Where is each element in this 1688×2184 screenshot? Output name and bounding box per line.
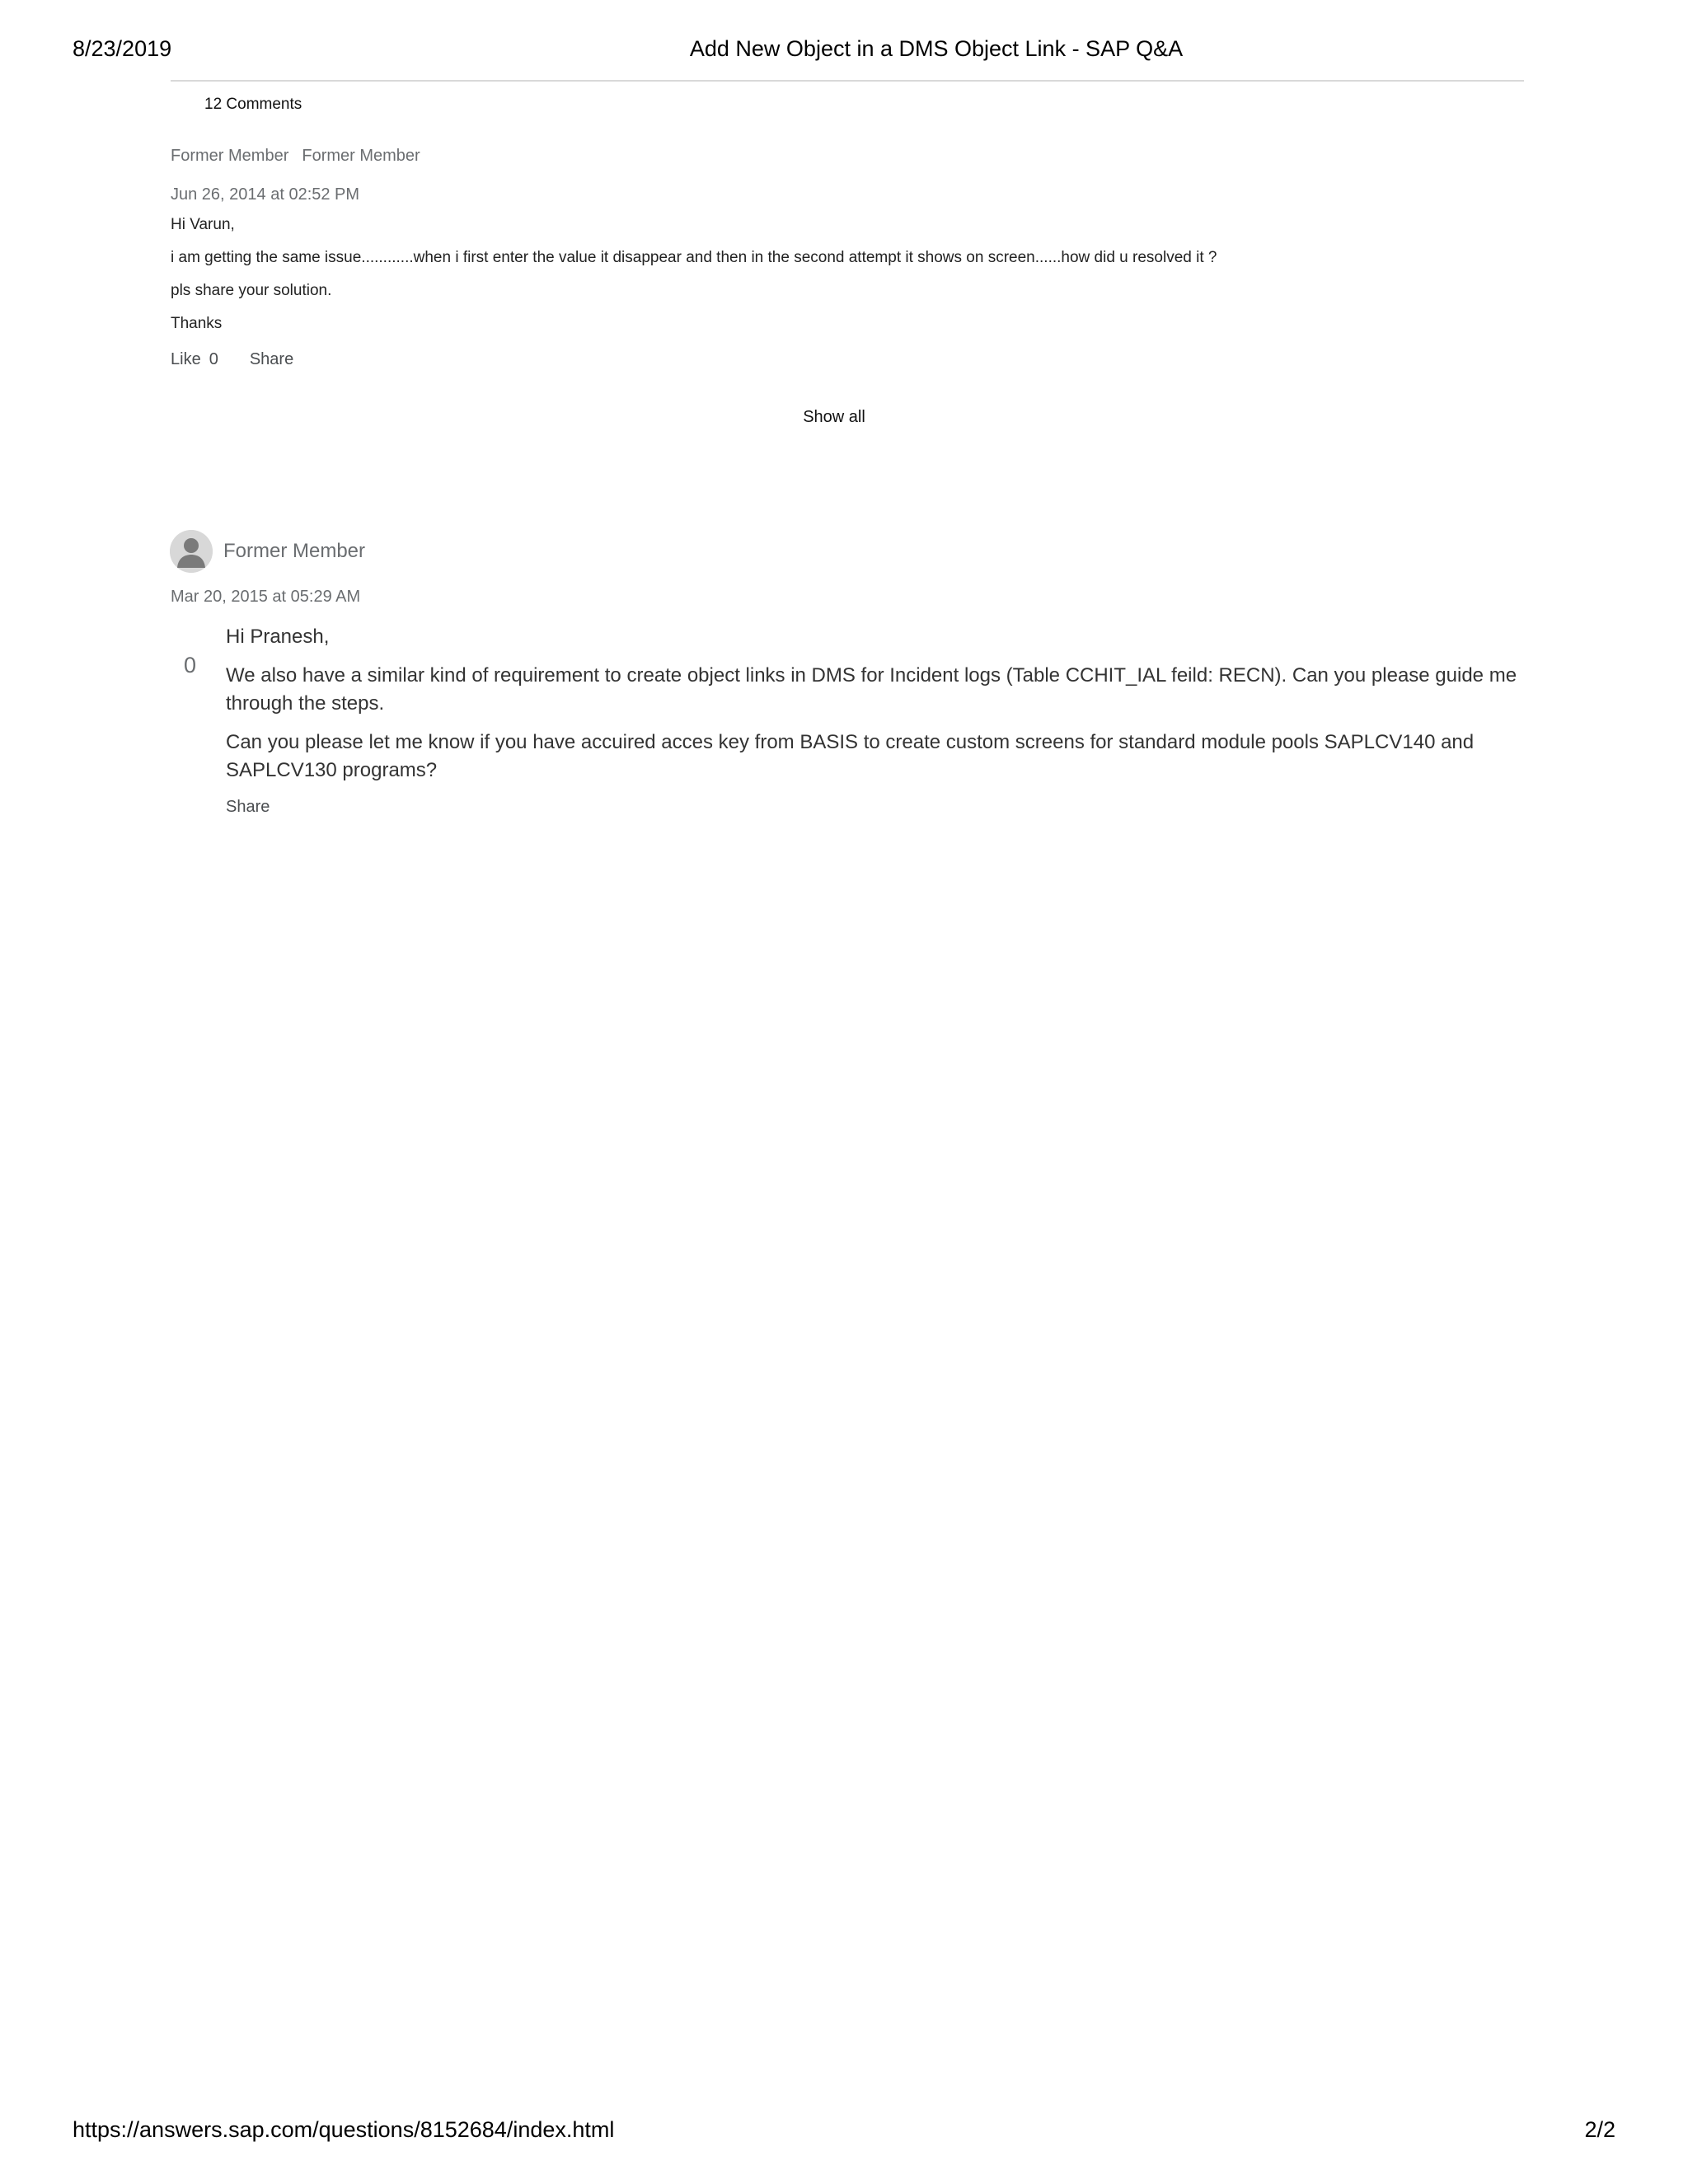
comment-date: Jun 26, 2014 at 02:52 PM [171,185,360,204]
comment-text-line: i am getting the same issue............when i first enter the value it disappear and then in the second attempt it shows on screen......how did u resolved it ? [171,249,1217,266]
comment-text-line: pls share your solution. [171,282,332,299]
comments-count-toggle[interactable]: 12 Comments [204,96,302,113]
answer-author-link[interactable]: Former Member [223,540,366,562]
comment-authors [171,147,420,166]
user-avatar-icon [170,530,213,573]
comment-text-line: Thanks [171,315,223,332]
avatar-silhouette-icon [170,530,213,573]
comment-reply-to-author[interactable]: Former Member [302,147,420,165]
answer-body [226,623,1520,795]
comment-share-button[interactable]: Share [249,350,294,368]
comment-actions [171,350,293,369]
answer-share-button[interactable]: Share [226,798,270,816]
answer-paragraph: Can you please let me know if you have accuired acces key from BASIS to create custom screens for standard module pools SAPLCV140 and SAPLCV130 programs? [226,731,1475,781]
page-title: Add New Object in a DMS Object Link - SAP Q&A [689,36,1184,61]
vote-count: 0 [184,653,197,677]
print-date: 8/23/2019 [73,36,172,61]
answer-date: Mar 20, 2015 at 05:29 AM [171,588,361,606]
comment-author-link[interactable]: Former Member [171,147,289,165]
show-all-row [0,408,1668,427]
like-button[interactable]: Like [171,350,201,368]
print-header [73,36,1615,69]
page-number: 2/2 [1584,2117,1615,2142]
comment-text-line: Hi Varun, [171,216,235,233]
page-url: https://answers.sap.com/questions/8152684/index.html [73,2117,615,2142]
like-count: 0 [209,350,218,368]
answer-paragraph: Hi Pranesh, [226,626,330,648]
header-divider [171,80,1524,82]
answer-paragraph: We also have a similar kind of requirement to create object links in DMS for Incident logs (Table CCHIT_IAL feild: RECN). Can you please guide me through the steps. [226,664,1517,715]
show-all-comments-button[interactable]: Show all [803,408,865,426]
